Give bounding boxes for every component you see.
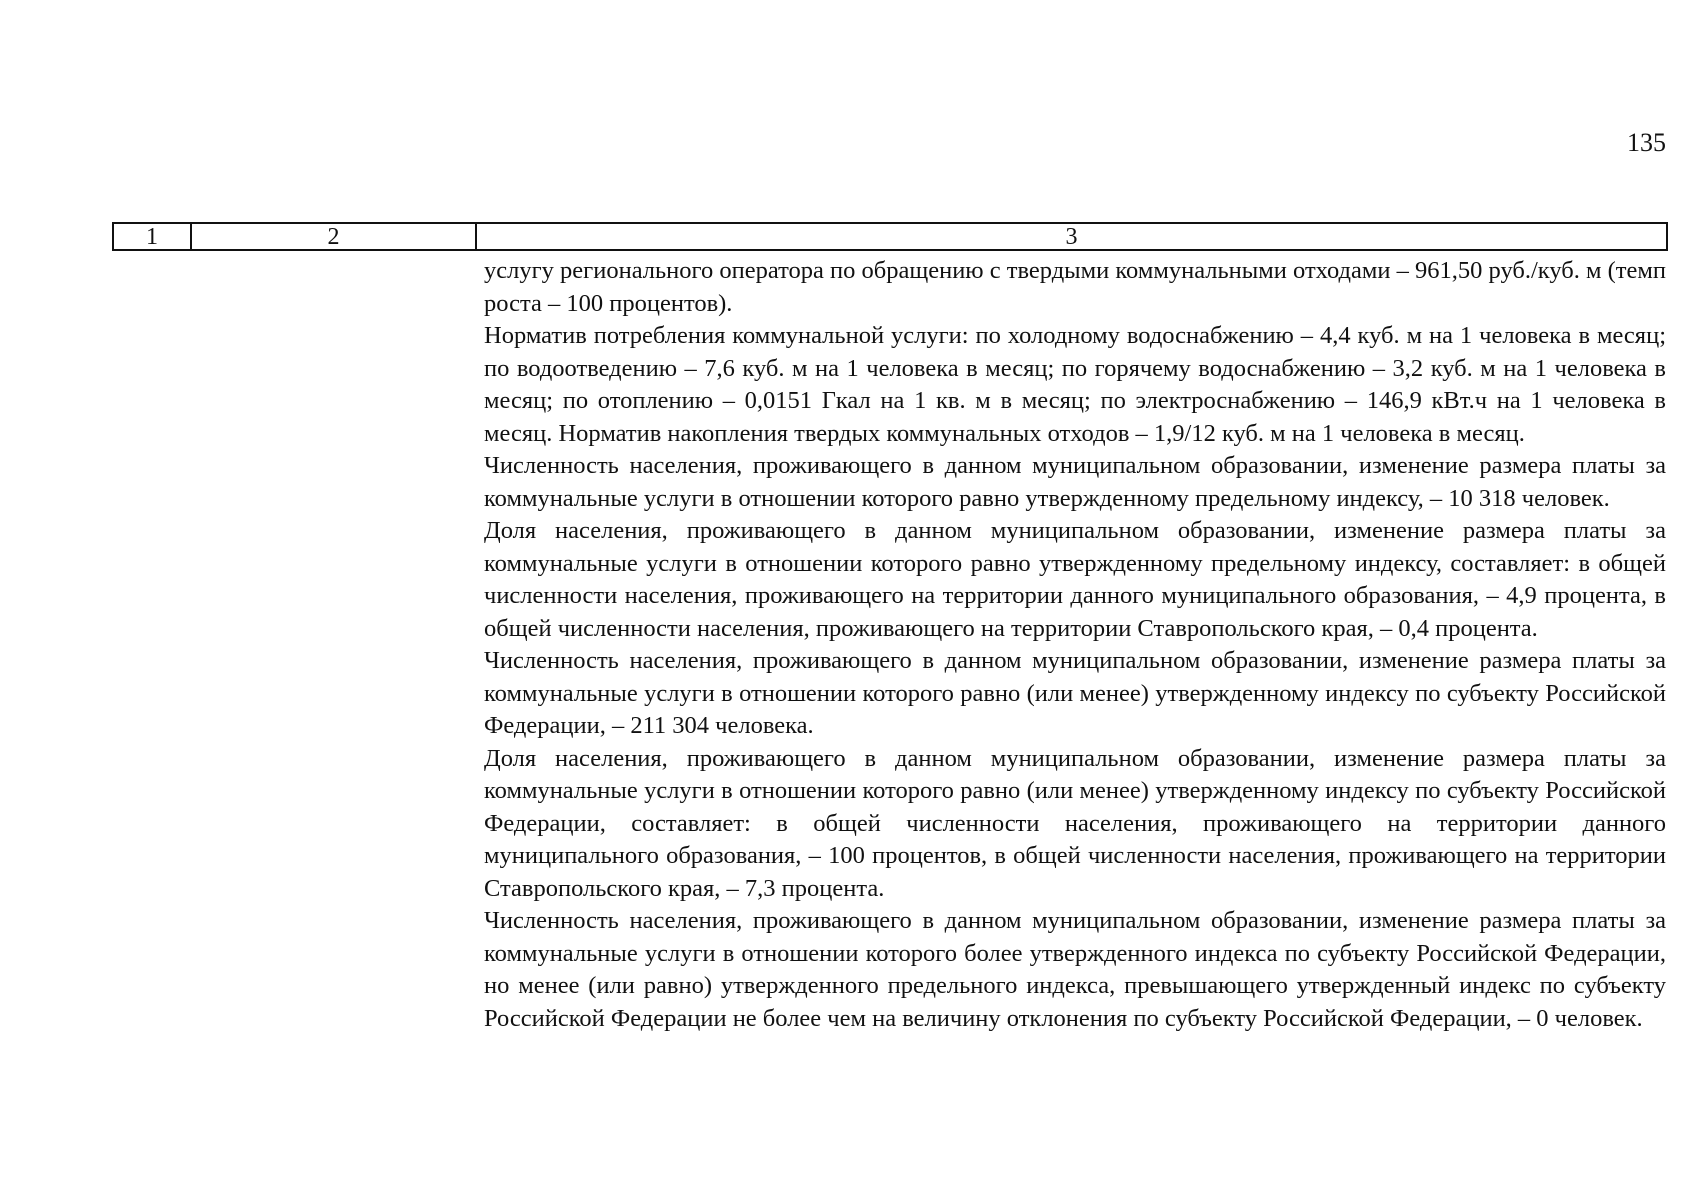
- paragraph: Норматив потребления коммунальной услуги: по холодному водоснабжению – 4,4 куб. м на 1 человека в месяц; по водоотведению – 7,6 куб. м на 1 человека в месяц; по горячему водоснабжению – 3,2 куб. м на 1 человека в месяц; по отоплению – 0,0151 Гкал на 1 кв. м в месяц; по электроснабжению – 146,9 кВт.ч на 1 человека в месяц. Норматив накопления твердых коммунальных отходов – 1,9/12 куб. м на 1 человека в месяц.: [484, 322, 1666, 447]
- paragraph: Доля населения, проживающего в данном муниципальном образовании, изменение размера платы за коммунальные услуги в отношении которого равно утвержденному предельному индексу, составляет: в общей численности населения, проживающего на территории данного муниципального образования, – 4,9 процента, в общей численности населения, проживающего на территории Ставропольского края, – 0,4 процента.: [484, 517, 1666, 642]
- paragraph: Численность населения, проживающего в данном муниципальном образовании, изменение размера платы за коммунальные услуги в отношении которого более утвержденного индекса по субъекту Российской Федерации, но менее (или равно) утвержденного предельного индекса, превышающего утвержденный индекс по субъекту Российской Федерации не более чем на величину отклонения по субъекту Российской Федерации, – 0 человек.: [484, 907, 1666, 1032]
- paragraph: услугу регионального оператора по обращению с твердыми коммунальными отходами – 961,50 руб./куб. м (темп роста – 100 процентов).: [484, 257, 1666, 317]
- paragraph: Численность населения, проживающего в данном муниципальном образовании, изменение размера платы за коммунальные услуги в отношении которого равно утвержденному предельному индексу, – 10 318 человек.: [484, 452, 1666, 512]
- table-header-col-3: 3: [1065, 223, 1078, 250]
- table-header-col-2: 2: [192, 224, 477, 249]
- table-header-row: [112, 222, 1668, 251]
- paragraph: Доля населения, проживающего в данном муниципальном образовании, изменение размера платы за коммунальные услуги в отношении которого равно (или менее) утвержденному индексу по субъекту Российской Федерации, составляет: в общей численности населения, проживающего на территории данного муниципального образования, – 100 процентов, в общей численности населения, проживающего на территории Ставропольского края, – 7,3 процента.: [484, 744, 1666, 902]
- paragraph: Численность населения, проживающего в данном муниципальном образовании, изменение размера платы за коммунальные услуги в отношении которого равно (или менее) утвержденному индексу по субъекту Российской Федерации, – 211 304 человека.: [484, 647, 1666, 739]
- page-number: 135: [1627, 128, 1666, 157]
- table-header-col-1: 1: [114, 224, 192, 249]
- column-3-text: [484, 255, 1666, 1035]
